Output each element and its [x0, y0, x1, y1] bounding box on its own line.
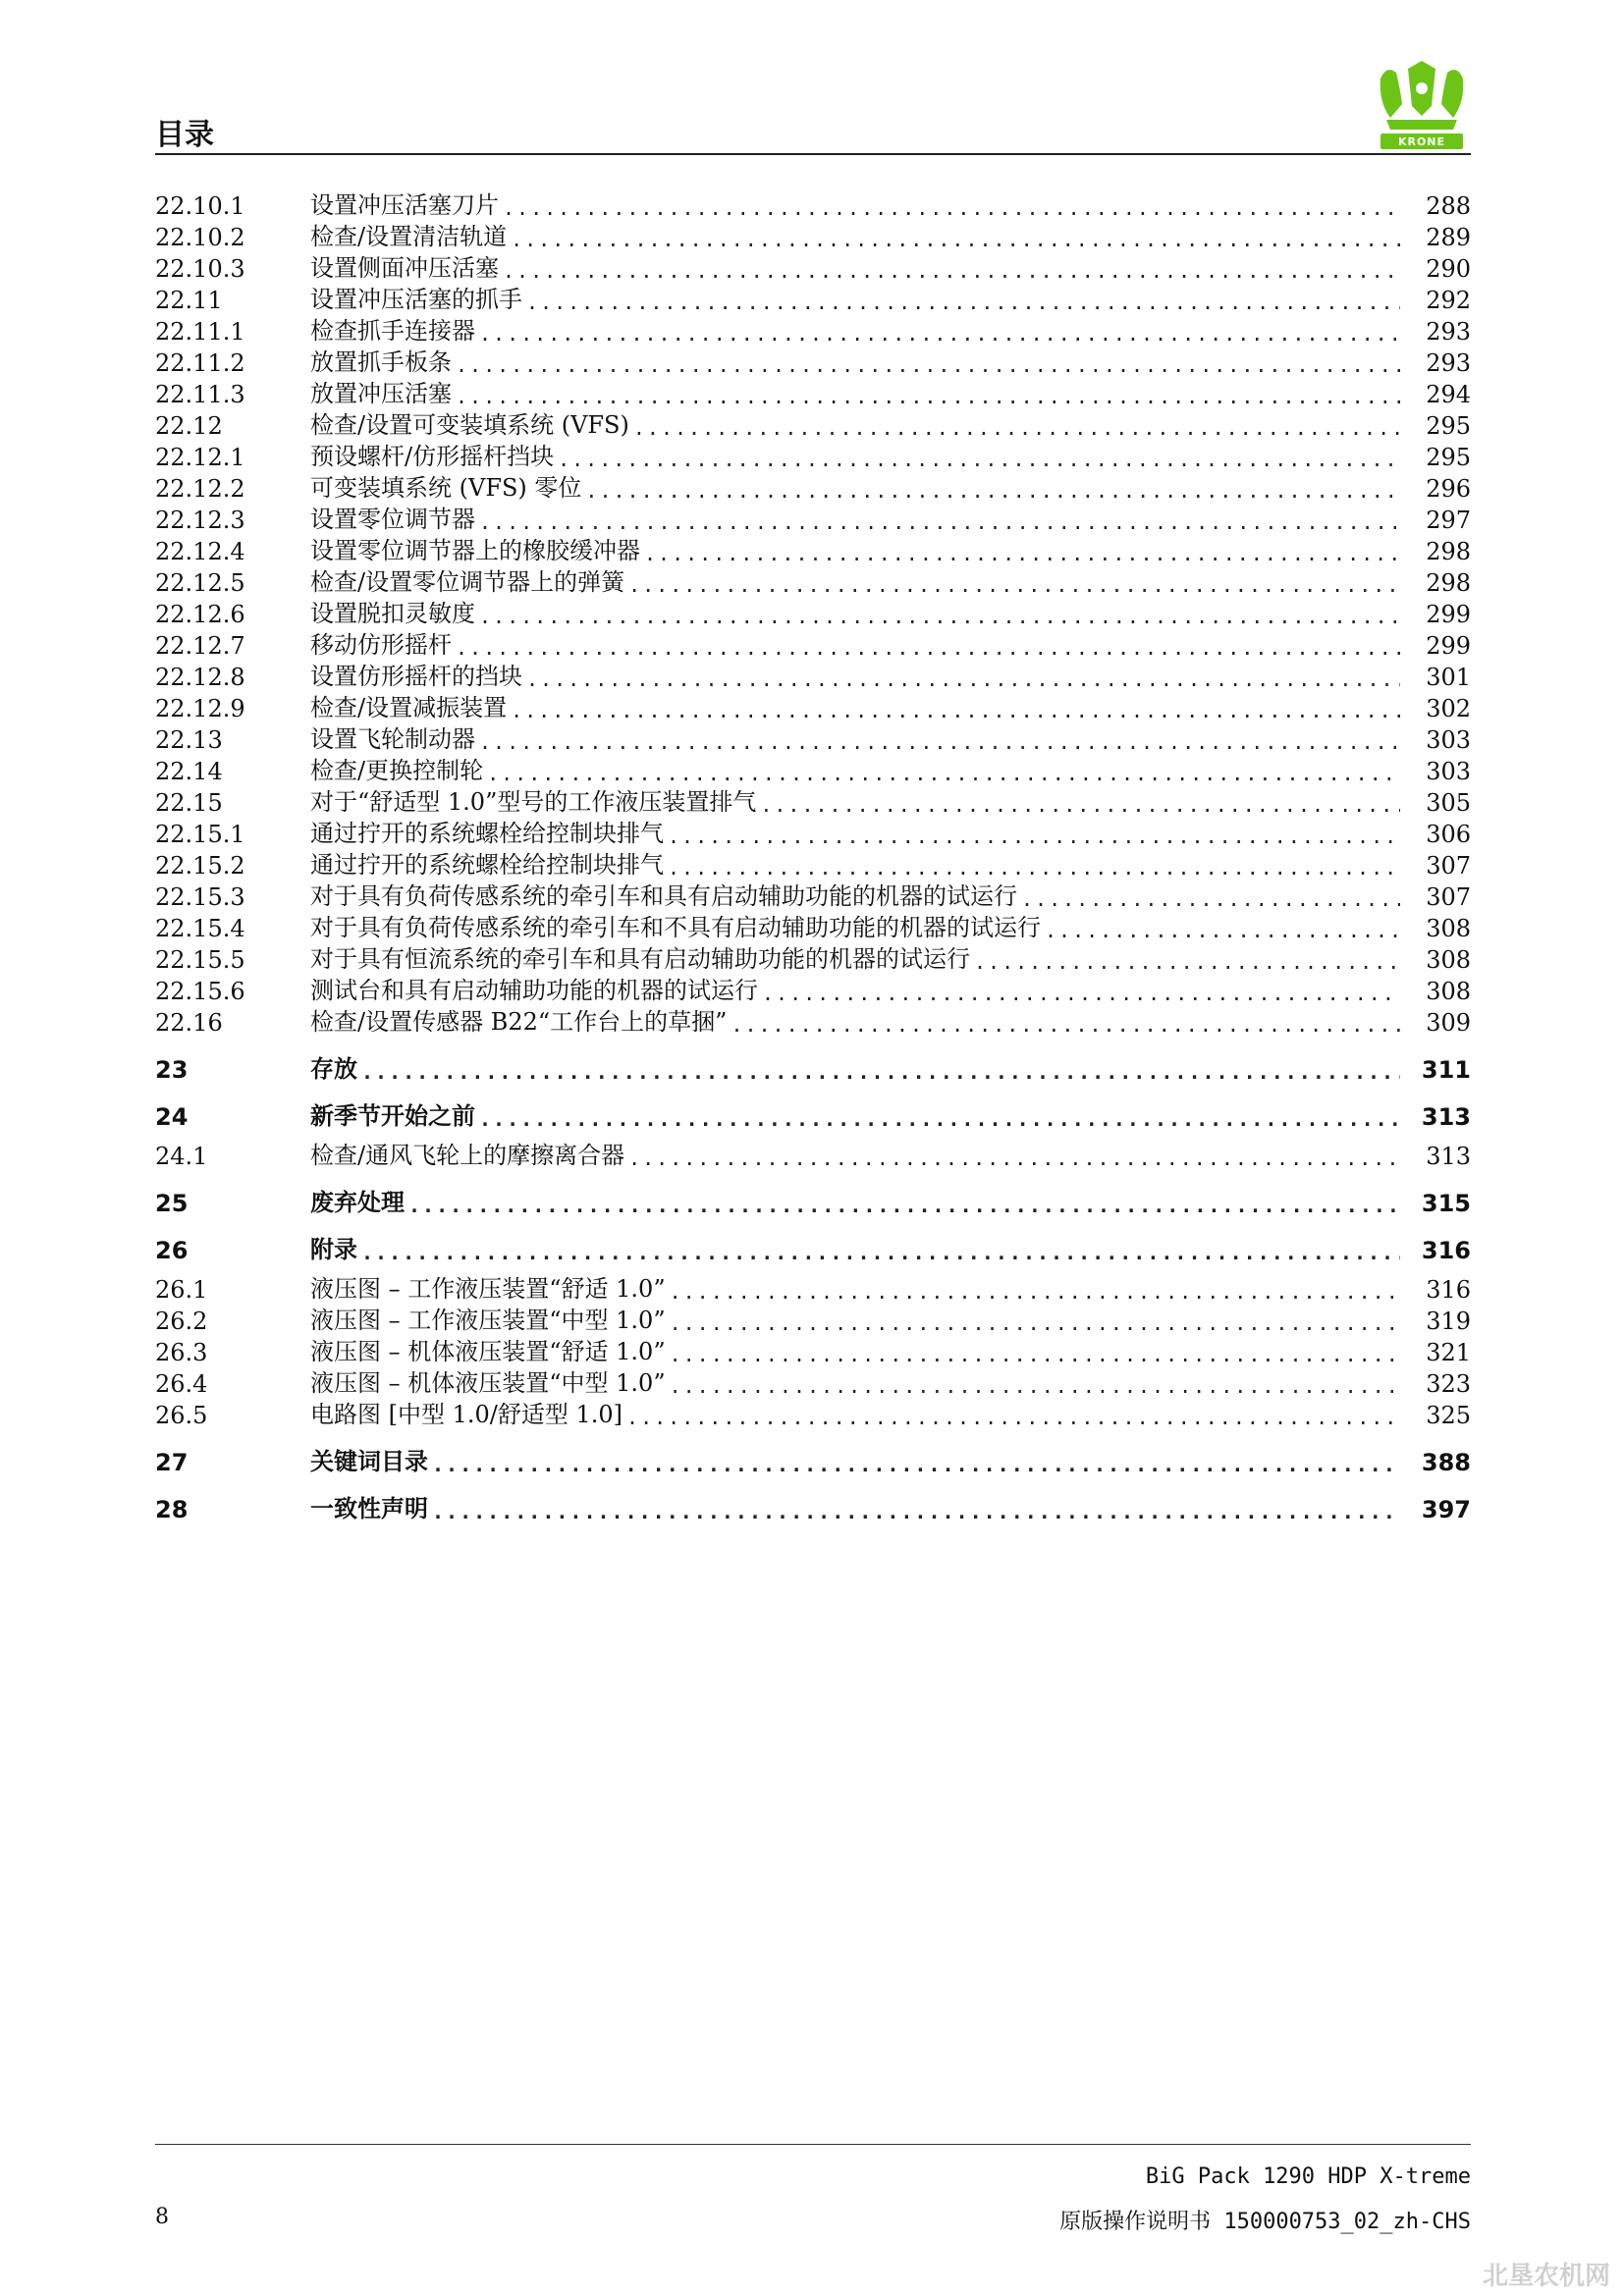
toc-entry-number: 22.12.5: [155, 569, 245, 597]
toc-leader-dots: [503, 259, 1400, 283]
watermark: 北垦农机网: [1482, 2262, 1610, 2291]
toc-entry-number: 22.15.3: [155, 883, 245, 911]
toc-entry[interactable]: [155, 346, 1471, 377]
toc-entry-page: 293: [1426, 349, 1471, 377]
toc-entry[interactable]: [155, 1272, 1471, 1304]
logo-wordmark: KRONE: [1397, 135, 1446, 148]
toc-entry-title: 检查/设置清洁轨道: [310, 223, 508, 250]
toc-entry-page: 299: [1426, 632, 1471, 660]
toc-leader-dots: [670, 1280, 1400, 1304]
toc-entry[interactable]: [155, 942, 1471, 974]
toc-leader-dots: [479, 730, 1400, 754]
toc-entry-number: 25: [155, 1190, 189, 1217]
toc-entry-number: 22.10.1: [155, 192, 245, 220]
toc-entry-page: 308: [1426, 915, 1471, 942]
toc-leader-dots: [760, 793, 1400, 817]
toc-leader-dots: [361, 1060, 1400, 1084]
toc-entry-title: 放置冲压活塞: [310, 380, 452, 407]
toc-entry-number: 22.12.2: [155, 475, 245, 503]
toc-entry-page: 296: [1426, 475, 1471, 503]
toc-entry-title: 设置冲压活塞的抓手: [310, 286, 522, 313]
toc-leader-dots: [456, 353, 1400, 377]
toc-entry-title: 对于“舒适型 1.0”型号的工作液压装置排气: [310, 788, 757, 816]
toc-entry-page: 311: [1421, 1056, 1471, 1084]
toc-entry-number: 22.15.6: [155, 978, 245, 1005]
toc-entry-number: 26.1: [155, 1276, 208, 1304]
toc-entry-title: 液压图 – 工作液压装置“舒适 1.0”: [310, 1275, 666, 1303]
toc-entry[interactable]: [155, 1304, 1471, 1335]
toc-entry-number: 26.4: [155, 1370, 208, 1398]
toc-entry[interactable]: [155, 1398, 1471, 1429]
toc-entry-page: 303: [1426, 758, 1471, 785]
toc-entry[interactable]: [155, 880, 1471, 911]
toc-entry[interactable]: [155, 251, 1471, 283]
toc-entry[interactable]: [155, 471, 1471, 503]
toc-entry-page: 313: [1421, 1103, 1471, 1131]
toc-entry-page: 302: [1426, 695, 1471, 722]
toc-chapter-entry[interactable]: [155, 1184, 1471, 1217]
toc-entry-number: 28: [155, 1496, 189, 1523]
toc-chapter-entry[interactable]: [155, 1050, 1471, 1084]
toc-entry-title: 液压图 – 机体液压装置“中型 1.0”: [310, 1369, 666, 1397]
toc-entry-number: 22.15.2: [155, 852, 245, 880]
toc-entry-page: 289: [1426, 224, 1471, 251]
toc-entry-number: 23: [155, 1056, 189, 1084]
header-divider: [155, 153, 1471, 155]
page-title: 目录: [155, 118, 214, 152]
toc-leader-dots: [762, 982, 1400, 1005]
toc-entry[interactable]: [155, 1366, 1471, 1398]
toc-entry-page: 305: [1426, 789, 1471, 817]
toc-entry-title: 预设螺杆/仿形摇杆挡块: [310, 443, 555, 470]
toc-entry-number: 22.15.5: [155, 946, 245, 974]
toc-entry[interactable]: [155, 1139, 1471, 1170]
footer-product-name: BiG Pack 1290 HDP X-treme: [1145, 2164, 1471, 2189]
toc-entry-number: 22.11.1: [155, 318, 245, 346]
toc-entry-number: 22.15.4: [155, 915, 245, 942]
toc-entry-title: 测试台和具有启动辅助功能的机器的试运行: [310, 977, 758, 1004]
toc-entry[interactable]: [155, 440, 1471, 471]
toc-entry[interactable]: [155, 1335, 1471, 1366]
toc-entry-page: 292: [1426, 287, 1471, 314]
toc-entry-number: 26.3: [155, 1339, 208, 1366]
table-of-contents: [155, 188, 1471, 1523]
toc-leader-dots: [628, 1147, 1400, 1170]
toc-entry-page: 295: [1426, 444, 1471, 471]
toc-entry-title: 设置脱扣灵敏度: [310, 600, 475, 627]
toc-entry-page: 397: [1421, 1496, 1471, 1523]
toc-entry[interactable]: [155, 628, 1471, 660]
toc-leader-dots: [670, 1343, 1400, 1366]
toc-entry-title: 一致性声明: [310, 1495, 428, 1522]
toc-entry-page: 295: [1426, 412, 1471, 440]
toc-entry-page: 299: [1426, 601, 1471, 628]
toc-leader-dots: [456, 636, 1400, 660]
toc-entry[interactable]: [155, 848, 1471, 880]
toc-entry-page: 307: [1426, 852, 1471, 880]
toc-entry-title: 检查/设置可变装填系统 (VFS): [310, 411, 629, 439]
toc-entry[interactable]: [155, 597, 1471, 628]
toc-entry-page: 303: [1426, 726, 1471, 754]
toc-leader-dots: [670, 1311, 1400, 1335]
toc-entry-title: 检查抓手连接器: [310, 317, 475, 345]
toc-entry[interactable]: [155, 817, 1471, 848]
toc-entry-number: 22.12.7: [155, 632, 245, 660]
toc-entry-title: 液压图 – 工作液压装置“中型 1.0”: [310, 1307, 666, 1334]
toc-entry-title: 检查/设置减振装置: [310, 694, 508, 721]
toc-entry-number: 22.11: [155, 287, 223, 314]
toc-entry-title: 检查/更换控制轮: [310, 757, 484, 784]
toc-entry[interactable]: [155, 283, 1471, 314]
toc-entry-number: 22.15: [155, 789, 223, 817]
toc-entry-title: 放置抓手板条: [310, 348, 452, 376]
toc-leader-dots: [432, 1500, 1400, 1523]
toc-leader-dots: [479, 1107, 1400, 1131]
toc-entry-title: 可变装填系统 (VFS) 零位: [310, 474, 582, 502]
toc-entry[interactable]: [155, 188, 1471, 220]
toc-entry[interactable]: [155, 377, 1471, 408]
toc-leader-dots: [670, 1374, 1400, 1398]
toc-leader-dots: [644, 542, 1400, 565]
toc-leader-dots: [628, 573, 1400, 597]
toc-entry[interactable]: [155, 534, 1471, 565]
toc-entry-page: 307: [1426, 883, 1471, 911]
toc-entry[interactable]: [155, 785, 1471, 817]
toc-entry-number: 24: [155, 1103, 189, 1131]
toc-entry-number: 26.2: [155, 1308, 208, 1335]
toc-entry[interactable]: [155, 691, 1471, 722]
toc-entry-number: 22.13: [155, 726, 223, 754]
toc-chapter-entry[interactable]: [155, 1231, 1471, 1264]
toc-entry-title: 设置冲压活塞刀片: [310, 191, 499, 219]
toc-leader-dots: [633, 416, 1400, 440]
toc-leader-dots: [526, 667, 1400, 691]
toc-entry-title: 关键词目录: [310, 1448, 428, 1475]
toc-chapter-entry[interactable]: [155, 1490, 1471, 1523]
toc-leader-dots: [558, 448, 1400, 471]
toc-entry-number: 22.15.1: [155, 821, 245, 848]
toc-entry-title: 设置零位调节器上的橡胶缓冲器: [310, 537, 640, 564]
toc-entry[interactable]: [155, 503, 1471, 534]
toc-entry[interactable]: [155, 974, 1471, 1005]
footer-document-id: 原版操作说明书 150000753_02_zh-CHS: [1059, 2210, 1471, 2234]
toc-entry-number: 27: [155, 1449, 189, 1476]
toc-leader-dots: [503, 196, 1400, 220]
toc-entry-page: 293: [1426, 318, 1471, 346]
toc-entry-page: 316: [1426, 1276, 1471, 1304]
toc-leader-dots: [974, 950, 1400, 974]
toc-entry-number: 22.12.8: [155, 664, 245, 691]
toc-entry-number: 22.11.2: [155, 349, 245, 377]
toc-chapter-entry[interactable]: [155, 1443, 1471, 1476]
toc-entry[interactable]: [155, 408, 1471, 440]
toc-entry-page: 288: [1426, 192, 1471, 220]
toc-leader-dots: [511, 699, 1400, 722]
toc-entry[interactable]: [155, 660, 1471, 691]
toc-leader-dots: [479, 322, 1400, 346]
toc-entry-title: 存放: [310, 1055, 357, 1083]
page-number: 8: [155, 2205, 169, 2229]
toc-leader-dots: [511, 228, 1400, 251]
toc-entry-page: 308: [1426, 978, 1471, 1005]
toc-entry-page: 321: [1426, 1339, 1471, 1366]
toc-chapter-entry[interactable]: [155, 1097, 1471, 1131]
toc-entry-page: 308: [1426, 946, 1471, 974]
toc-entry-title: 通过拧开的系统螺栓给控制块排气: [310, 851, 664, 879]
toc-entry-number: 22.10.2: [155, 224, 245, 251]
toc-leader-dots: [626, 1406, 1400, 1429]
toc-entry-title: 通过拧开的系统螺栓给控制块排气: [310, 820, 664, 847]
toc-leader-dots: [1045, 919, 1400, 942]
toc-entry-number: 26: [155, 1237, 189, 1264]
toc-entry-title: 新季节开始之前: [310, 1102, 475, 1130]
toc-entry-title: 对于具有负荷传感系统的牵引车和具有启动辅助功能的机器的试运行: [310, 882, 1017, 910]
toc-leader-dots: [408, 1194, 1400, 1217]
toc-entry-number: 22.12: [155, 412, 223, 440]
toc-entry-title: 检查/设置传感器 B22“工作台上的草捆”: [310, 1008, 728, 1036]
toc-entry[interactable]: [155, 220, 1471, 251]
toc-entry-page: 290: [1426, 255, 1471, 283]
toc-entry-number: 24.1: [155, 1143, 208, 1170]
toc-entry-number: 22.10.3: [155, 255, 245, 283]
toc-leader-dots: [361, 1241, 1400, 1264]
toc-leader-dots: [526, 291, 1400, 314]
toc-leader-dots: [1021, 887, 1400, 911]
toc-entry-page: 298: [1426, 538, 1471, 565]
toc-entry-number: 22.11.3: [155, 381, 245, 408]
toc-entry-page: 309: [1426, 1009, 1471, 1037]
toc-entry-page: 313: [1426, 1143, 1471, 1170]
toc-entry-title: 电路图 [中型 1.0/舒适型 1.0]: [310, 1401, 623, 1428]
toc-entry-title: 检查/通风飞轮上的摩擦离合器: [310, 1142, 625, 1169]
toc-leader-dots: [585, 479, 1400, 503]
toc-entry-page: 306: [1426, 821, 1471, 848]
toc-entry-page: 301: [1426, 664, 1471, 691]
toc-entry-title: 对于具有负荷传感系统的牵引车和不具有启动辅助功能的机器的试运行: [310, 914, 1041, 941]
toc-entry-page: 315: [1421, 1190, 1471, 1217]
toc-entry-number: 22.12.9: [155, 695, 245, 722]
toc-entry-page: 297: [1426, 507, 1471, 534]
toc-entry-title: 设置飞轮制动器: [310, 725, 475, 753]
toc-entry-number: 22.12.4: [155, 538, 245, 565]
toc-entry-page: 325: [1426, 1402, 1471, 1429]
toc-entry-page: 319: [1426, 1308, 1471, 1335]
toc-entry-number: 22.14: [155, 758, 223, 785]
toc-entry-title: 废弃处理: [310, 1189, 405, 1216]
toc-entry-number: 22.12.1: [155, 444, 245, 471]
toc-leader-dots: [479, 605, 1400, 628]
toc-leader-dots: [432, 1453, 1400, 1476]
toc-entry-page: 298: [1426, 569, 1471, 597]
toc-entry[interactable]: [155, 911, 1471, 942]
toc-entry-title: 检查/设置零位调节器上的弹簧: [310, 568, 625, 596]
toc-entry[interactable]: [155, 1005, 1471, 1037]
toc-entry[interactable]: [155, 722, 1471, 754]
toc-entry-number: 22.12.3: [155, 507, 245, 534]
toc-entry-title: 设置侧面冲压活塞: [310, 254, 499, 282]
toc-entry-title: 移动仿形摇杆: [310, 631, 452, 659]
toc-entry[interactable]: [155, 565, 1471, 597]
toc-entry[interactable]: [155, 314, 1471, 346]
toc-entry-number: 22.16: [155, 1009, 223, 1037]
toc-entry-title: 液压图 – 机体液压装置“舒适 1.0”: [310, 1338, 666, 1365]
toc-entry-page: 316: [1421, 1237, 1471, 1264]
toc-entry-page: 323: [1426, 1370, 1471, 1398]
toc-entry-title: 对于具有恒流系统的牵引车和具有启动辅助功能的机器的试运行: [310, 945, 970, 973]
toc-leader-dots: [731, 1013, 1400, 1037]
toc-entry[interactable]: [155, 754, 1471, 785]
toc-entry-title: 附录: [310, 1236, 357, 1263]
toc-entry-number: 26.5: [155, 1402, 208, 1429]
toc-leader-dots: [668, 825, 1400, 848]
toc-entry-title: 设置仿形摇杆的挡块: [310, 663, 522, 690]
footer-divider: [155, 2144, 1471, 2145]
toc-entry-page: 388: [1421, 1449, 1471, 1476]
toc-entry-number: 22.12.6: [155, 601, 245, 628]
toc-entry-title: 设置零位调节器: [310, 506, 475, 533]
toc-entry-page: 294: [1426, 381, 1471, 408]
